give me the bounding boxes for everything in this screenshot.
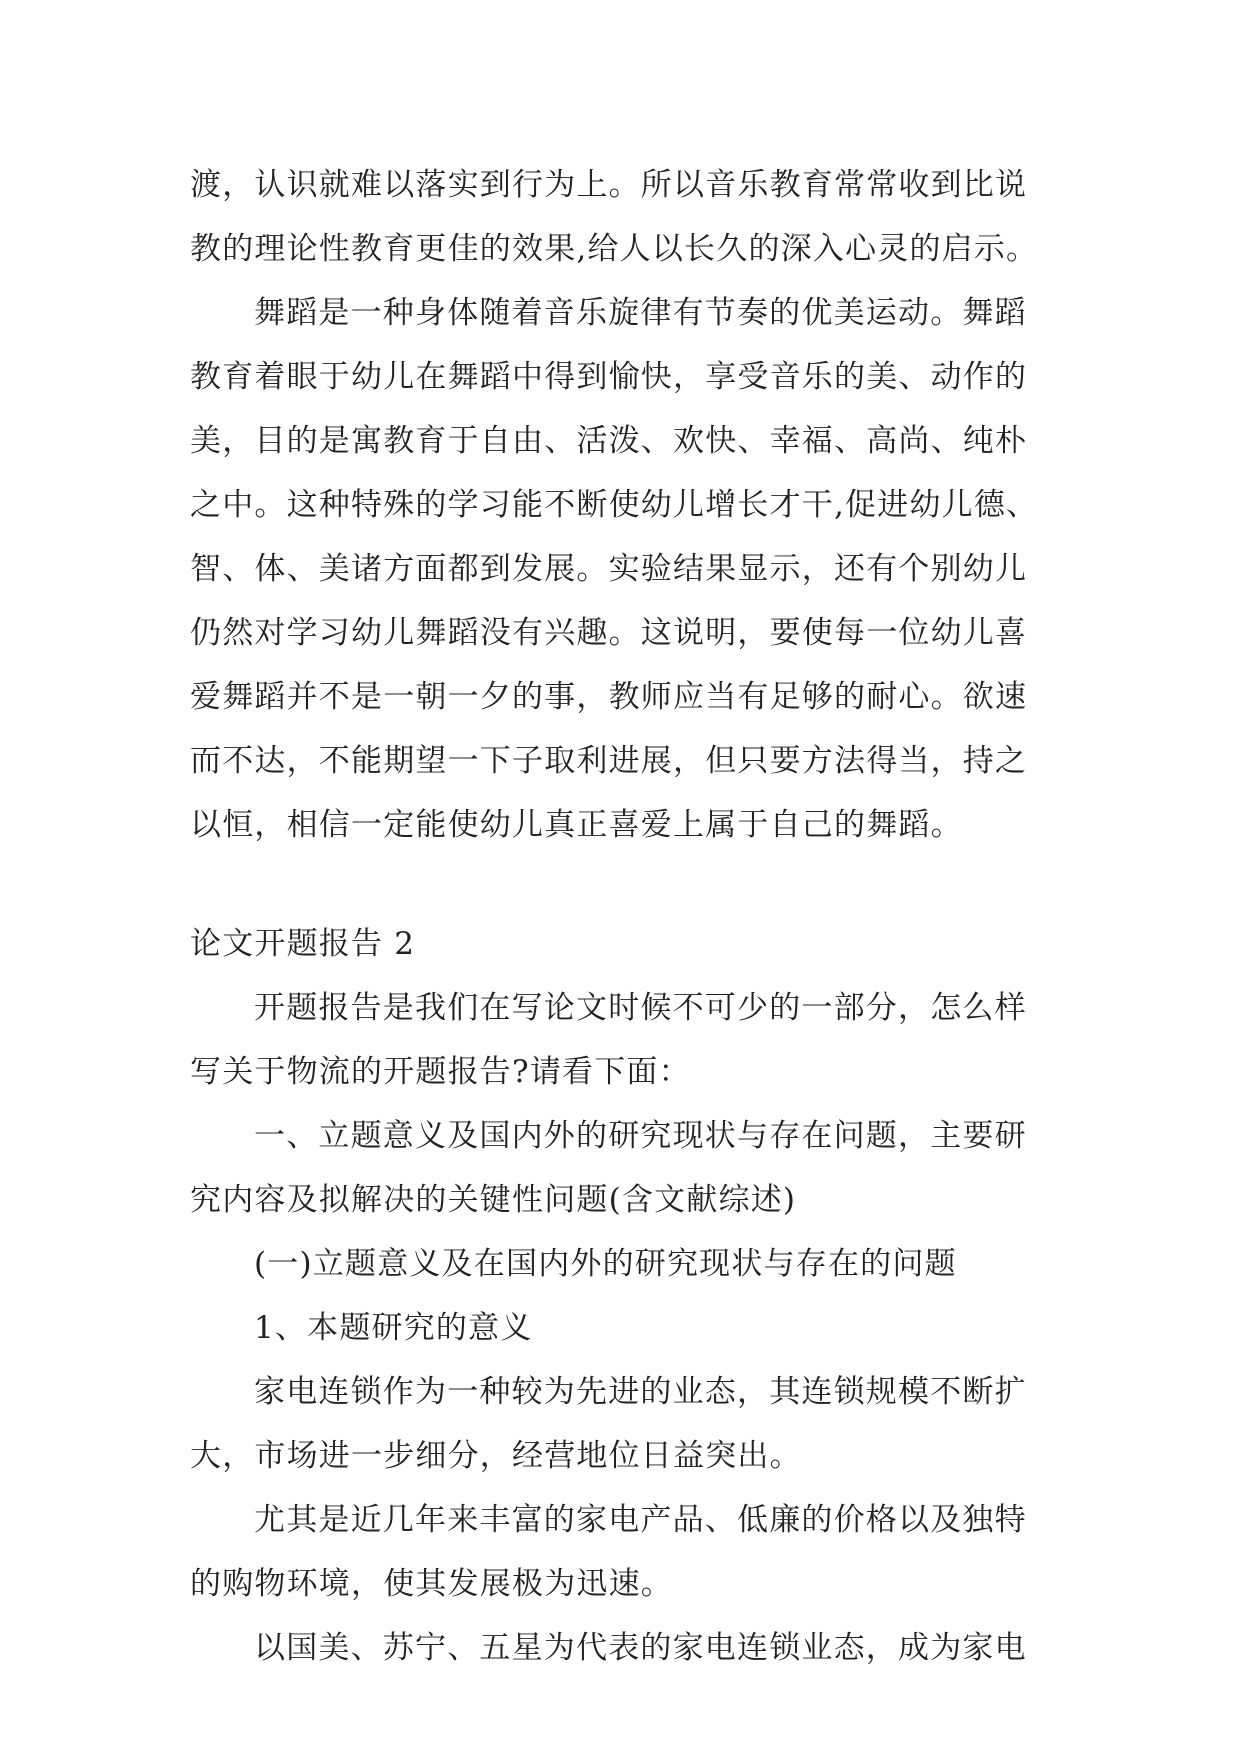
paragraph-line: 的购物环境，使其发展极为迅速。	[190, 1566, 673, 1602]
paragraph-line: 美，目的是寓教育于自由、活泼、欢快、幸福、高尚、纯朴	[190, 423, 1028, 459]
subheading-line: (一)立题意义及在国内外的研究现状与存在的问题	[254, 1246, 957, 1282]
paragraph-line: 究内容及拟解决的关键性问题(含文献综述)	[190, 1182, 797, 1218]
paragraph-line: 家电连锁作为一种较为先进的业态，其连锁规模不断扩	[254, 1374, 1027, 1410]
paragraph-line: 写关于物流的开题报告?请看下面：	[190, 1054, 691, 1090]
paragraph-line: 仍然对学习幼儿舞蹈没有兴趣。这说明，要使每一位幼儿喜	[190, 615, 1028, 651]
paragraph-line: 教育着眼于幼儿在舞蹈中得到愉快，享受音乐的美、动作的	[190, 359, 1028, 395]
paragraph-line: 渡，认识就难以落实到行为上。所以音乐教育常常收到比说	[190, 167, 1028, 203]
paragraph-line: 以恒，相信一定能使幼儿真正喜爱上属于自己的舞蹈。	[190, 807, 963, 843]
paragraph-line: 而不达，不能期望一下子取利进展，但只要方法得当，持之	[190, 743, 1028, 779]
section-heading: 论文开题报告 2	[190, 926, 416, 962]
paragraph-line: 爱舞蹈并不是一朝一夕的事，教师应当有足够的耐心。欲速	[190, 679, 1028, 715]
subheading-line: 1、本题研究的意义	[254, 1310, 533, 1346]
paragraph-line: 教的理论性教育更佳的效果,给人以长久的深入心灵的启示。	[190, 231, 1039, 267]
paragraph-line: 一、立题意义及国内外的研究现状与存在问题，主要研	[254, 1118, 1027, 1154]
paragraph-line: 舞蹈是一种身体随着音乐旋律有节奏的优美运动。舞蹈	[254, 295, 1027, 331]
paragraph-line: 智、体、美诸方面都到发展。实验结果显示，还有个别幼儿	[190, 551, 1028, 587]
paragraph-line: 开题报告是我们在写论文时候不可少的一部分，怎么样	[254, 990, 1027, 1026]
paragraph-line: 尤其是近几年来丰富的家电产品、低廉的价格以及独特	[254, 1502, 1027, 1538]
paragraph-line: 之中。这种特殊的学习能不断使幼儿增长才干,促进幼儿德、	[190, 487, 1039, 523]
paragraph-line: 大，市场进一步细分，经营地位日益突出。	[190, 1438, 802, 1474]
paragraph-line: 以国美、苏宁、五星为代表的家电连锁业态，成为家电	[254, 1630, 1027, 1666]
